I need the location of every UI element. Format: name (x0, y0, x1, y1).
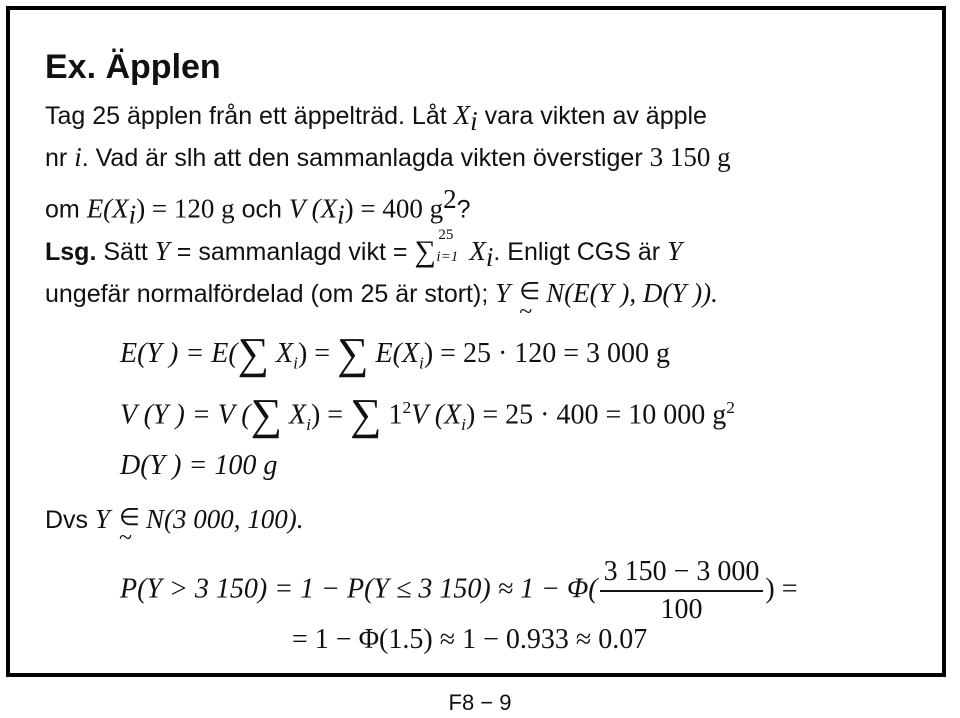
eq-result: ) = 25 · 120 = 3 000 g (423, 338, 671, 369)
solution-label: Lsg. (45, 238, 97, 266)
solution-text: ungefär normalfördelad (om 25 är stort); (45, 280, 489, 308)
eq-part: X (276, 338, 294, 369)
element-of-glyph: ∈ (119, 505, 140, 531)
eq-sup: 2 (726, 398, 735, 417)
element-of-glyph: ∈ (519, 279, 541, 305)
sum-upper: 25 (438, 227, 454, 243)
sum-sign: ∑ (237, 329, 270, 378)
sum-symbol (414, 227, 459, 268)
eq-part: V (Y ) = V ( (120, 399, 251, 431)
eq-sub: i (293, 353, 298, 373)
math-expr: N(3 000, 100). (145, 504, 304, 534)
problem-text: om (45, 195, 80, 224)
equation-std-dev: D(Y ) = 100 g (120, 450, 278, 481)
math-sup: 2 (443, 184, 457, 214)
math-expr: E(X (86, 193, 129, 224)
math-sub: i (470, 106, 478, 136)
page-number: F8 − 9 (448, 690, 512, 715)
math-var: Y (495, 278, 511, 308)
problem-text: Tag 25 äpplen från ett äppelträd. Låt (45, 102, 447, 130)
slide-title: Ex. Äpplen (45, 48, 221, 86)
conclusion-label: Dvs (45, 506, 89, 534)
eq-sub: i (419, 353, 424, 373)
math-sub: i (485, 242, 494, 272)
problem-text: nr (45, 144, 68, 172)
eq-sub: i (461, 414, 466, 434)
sum-sign: ∑ (337, 329, 369, 378)
solution-line-1 (45, 227, 683, 273)
problem-line-3 (45, 184, 471, 230)
math-var: Y (667, 236, 683, 266)
solution-text: = sammanlagd vikt = (176, 238, 408, 266)
distributed-as-symbol (517, 279, 541, 325)
problem-text: vara vikten av äpple (484, 102, 707, 130)
math-sub: i (337, 199, 345, 230)
math-var: X (469, 236, 486, 266)
eq-part: ) = (310, 399, 344, 431)
math-var: i (74, 142, 82, 172)
equation-variance (120, 390, 735, 440)
tilde-glyph: ~ (119, 525, 132, 551)
math-expr: ) = 400 g (344, 193, 444, 224)
solution-line-2 (45, 278, 718, 325)
eq-part: X (289, 399, 307, 431)
equation-probability (120, 556, 798, 626)
problem-line-2 (45, 142, 731, 173)
eq-result: ) = 25 · 400 = 10 000 g (466, 399, 727, 431)
math-sub: i (128, 199, 137, 230)
eq-part: E(X (375, 338, 419, 369)
sum-sign: ∑ (350, 390, 382, 440)
sum-lower: i=1 (436, 249, 459, 265)
math-expr: N(E(Y ), D(Y )). (546, 278, 718, 308)
math-value: 3 150 g (649, 142, 731, 172)
eq-part: ) = (765, 573, 798, 605)
solution-text: . Enligt CGS är (493, 238, 661, 266)
problem-text: . Vad är slh att den sammanlagda vikten överstiger (81, 144, 643, 172)
fraction-denominator: 100 (660, 594, 703, 625)
eq-sup: 2 (402, 398, 412, 417)
math-expr: V (X (288, 193, 338, 224)
problem-text: ? (456, 195, 471, 224)
fraction (600, 556, 764, 626)
tilde-glyph: ~ (519, 299, 533, 325)
equation-probability-result: = 1 − Φ(1.5) ≈ 1 − 0.933 ≈ 0.07 (292, 624, 648, 655)
solution-text: Sätt (103, 238, 148, 266)
equation-expectation (120, 329, 671, 378)
math-var: X (453, 100, 471, 130)
math-var: Y (95, 504, 111, 534)
math-var: Y (154, 236, 170, 266)
math-expr: ) = 120 g (136, 193, 235, 224)
eq-part: V (X (411, 399, 462, 431)
problem-line-1 (45, 100, 707, 137)
eq-part: 1 (388, 399, 403, 431)
eq-sub: i (306, 414, 311, 434)
eq-part: P(Y > 3 150) = 1 − P(Y ≤ 3 150) ≈ 1 − Φ( (120, 573, 598, 605)
sum-sign: ∑ (250, 390, 283, 440)
eq-part: ) = (297, 338, 331, 369)
sum-sign: ∑ (414, 235, 436, 268)
problem-text: och (241, 195, 282, 224)
fraction-numerator: 3 150 − 3 000 (600, 556, 764, 592)
slide-frame (6, 6, 946, 677)
eq-part: E(Y ) = E( (120, 338, 238, 369)
conclusion-line (45, 504, 304, 551)
distributed-as-symbol (117, 505, 140, 551)
